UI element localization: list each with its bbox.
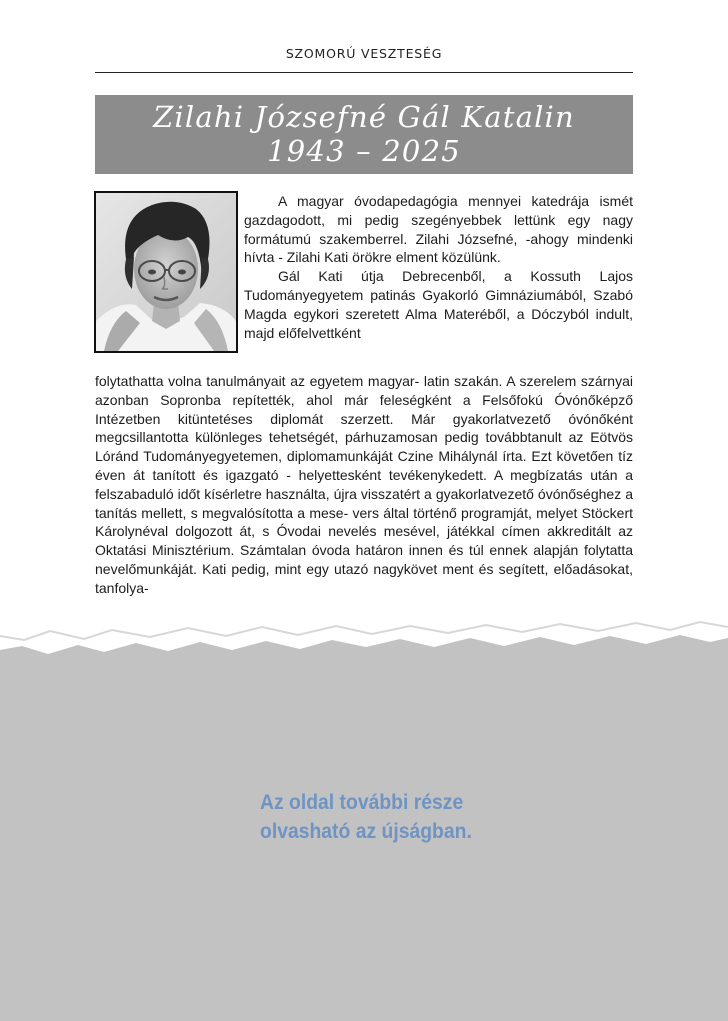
obituary-name: Zilahi Józsefné Gál Katalin — [153, 100, 575, 134]
paragraph-intro: A magyar óvodapedagógia mennyei katedrája ismét gazdagodott, mi pedig szegényebbek lettünk egy nagy formátumú szakemberrel. Zilahi Józsefné, -ahogy mindenki hívta - Zilahi Kati örökre elment közülünk. — [244, 193, 633, 266]
continued-in-print-notice — [260, 788, 472, 846]
title-banner — [95, 95, 633, 174]
notice-line-2: olvasható az újságban. — [260, 819, 472, 843]
section-label: SZOMORÚ VESZTESÉG — [285, 46, 443, 61]
notice-line-1: Az oldal további része — [260, 790, 464, 814]
header-divider — [95, 72, 633, 73]
article-body-wrapped — [244, 192, 633, 342]
paragraph-biography-continued: folytathatta volna tanulmányait az egyetem magyar- latin szakán. A szerelem szárnyai azonban Sopronba repítették, ahol már feleségként a Felsőfokú Óvónőképző Intézetben kitüntetéses diplomát szerzett. Már gyakorlatvezető óvónőként megcsillantotta különleges tehetségét, párhuzamosan pedig továbbtanult az Eötvös Lóránd Tudományegyetemen, diplomamunkáját Czine Mihálynál írta. Ezt követően tíz éven át tanított és igazgató - helyettesként tevékenykedett. A megbízatás után a felszabaduló időt kísérletre használta, újra visszatért a gyakorlatvezető óvónőséghez a tanítás mellett, s megvalósította a mese- vers által történő programját, melyet Stöckert Károlynéval dolgozott át, s Óvodai nevelés mesével, játékkal címen akkreditált az Oktatási Minisztérium. Számtalan óvoda határon innen és túl ennek alapján folytatta nevelőmunkáját. Kati pedig, mint egy utazó nagykövet ment és segített, előadásokat, tanfolya- — [95, 373, 633, 596]
obituary-years: 1943 – 2025 — [267, 134, 461, 168]
portrait-photo — [94, 191, 238, 353]
paragraph-biography-start: Gál Kati útja Debrecenből, a Kossuth Lajos Tudományegyetem patinás Gyakorló Gimnáziumából, Szabó Magda egykori szeretett Alma Materéből, a Dóczyból indult, majd előfelvettként — [244, 268, 633, 341]
article-body-continued — [95, 372, 633, 624]
